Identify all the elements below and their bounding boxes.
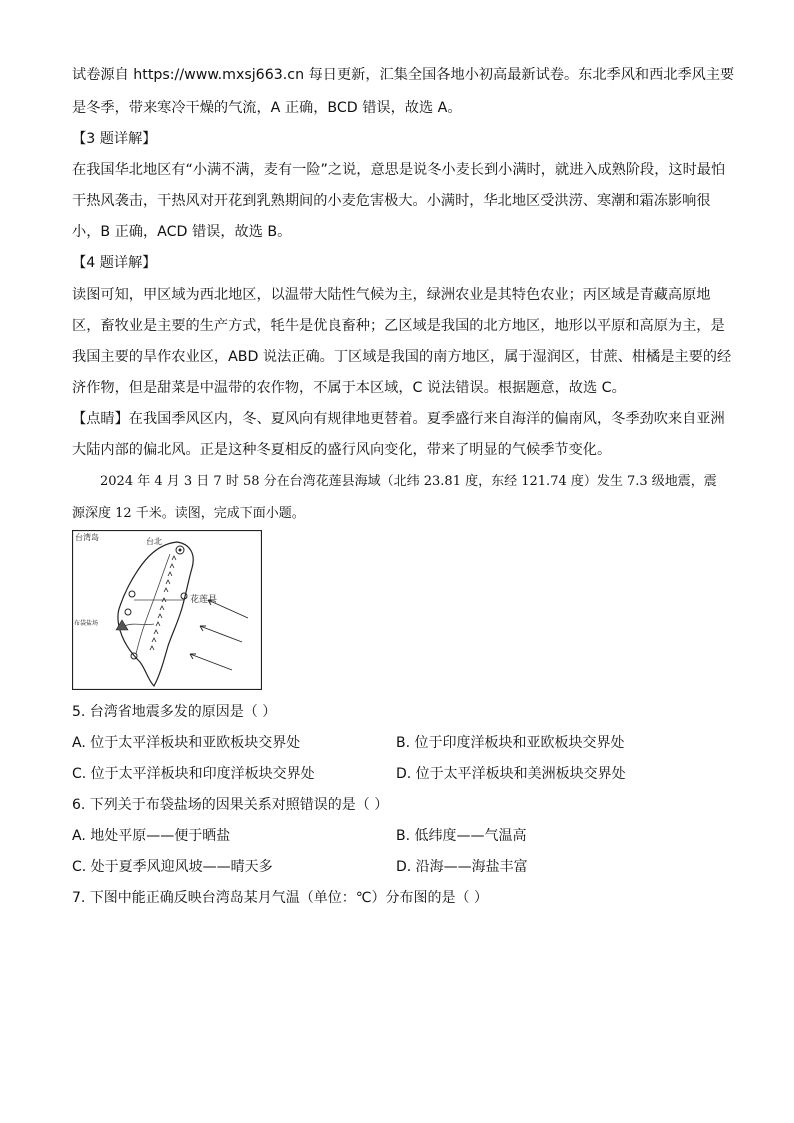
map-county-label: 花莲县 [190, 595, 218, 605]
taiwan-map-figure [72, 530, 262, 690]
question-5-option-d[interactable]: D. 位于太平洋板块和美洲板块交界处 [396, 766, 626, 782]
map-city-label: 台北 [146, 537, 162, 546]
text-line: 小，B 正确，ACD 错误，故选 B。 [72, 224, 292, 240]
tip-line: 【点睛】在我国季风区内，冬、夏风向有规律地更替着。夏季盛行来自海洋的偏南风，冬季劲吹来自亚洲 [72, 411, 725, 427]
question-intro: 源深度 12 千米。读图，完成下面小题。 [72, 506, 305, 521]
question-intro: 2024 年 4 月 3 日 7 时 58 分在台湾花莲县海域（北纬 23.81 度，东经 121.74 度）发生 7.3 级地震，震 [100, 474, 717, 489]
question-5-option-a[interactable]: A. 位于太平洋板块和亚欧板块交界处 [72, 735, 301, 751]
section-heading: 【4 题详解】 [72, 255, 157, 271]
taipei-marker-dot [179, 549, 182, 552]
text-line: 试卷源自 https://www.mxsj663.cn 每日更新，汇集全国各地小初高最新试卷。东北季风和西北季风主要 [72, 67, 735, 83]
question-5-option-c[interactable]: C. 位于太平洋板块和印度洋板块交界处 [72, 766, 315, 782]
question-5-stem: 5. 台湾省地震多发的原因是（ ） [72, 704, 277, 720]
section-heading: 【3 题详解】 [72, 131, 157, 147]
map-title: 台湾岛 [75, 533, 99, 542]
text-line: 我国主要的旱作农业区，ABD 说法正确。丁区域是我国的南方地区，属于湿润区，甘蔗、柑橘是主要的经 [72, 349, 732, 365]
text-line: 区，畜牧业是主要的生产方式，牦牛是优良畜种；乙区域是我国的北方地区，地形以平原和高原为主，是 [72, 318, 725, 334]
text-line: 干热风袭击，干热风对开花到乳熟期间的小麦危害极大。小满时，华北地区受洪涝、寒潮和霜冻影响很 [72, 193, 711, 209]
text-line: 在我国华北地区有“小满不满，麦有一险”之说，意思是说冬小麦长到小满时，就进入成熟阶段，这时最怕 [72, 162, 726, 178]
question-6-option-b[interactable]: B. 低纬度——气温高 [396, 828, 527, 844]
question-7-stem: 7. 下图中能正确反映台湾岛某月气温（单位：℃）分布图的是（ ） [72, 890, 488, 906]
question-6-option-a[interactable]: A. 地处平原——便于晒盐 [72, 828, 231, 844]
text-line: 大陆内部的偏北风。正是这种冬夏相反的盛行风向变化，带来了明显的气候季节变化。 [72, 442, 612, 458]
text-line: 读图可知，甲区域为西北地区，以温带大陆性气候为主，绿洲农业是其特色农业；丙区域是青藏高原地 [72, 287, 711, 303]
question-6-option-d[interactable]: D. 沿海——海盐丰富 [396, 859, 528, 875]
text-line: 济作物，但是甜菜是中温带的农作物，不属于本区域，C 说法错误。根据题意，故选 C。 [72, 380, 626, 396]
question-6-stem: 6. 下列关于布袋盐场的因果关系对照错误的是（ ） [72, 797, 389, 813]
question-5-option-b[interactable]: B. 位于印度洋板块和亚欧板块交界处 [396, 735, 625, 751]
text-line: 是冬季，带来寒冷干燥的气流，A 正确，BCD 错误，故选 A。 [72, 100, 462, 116]
map-saltfield-label: 布袋盐场 [74, 620, 99, 627]
question-6-option-c[interactable]: C. 处于夏季风迎风坡——晴天多 [72, 859, 273, 875]
